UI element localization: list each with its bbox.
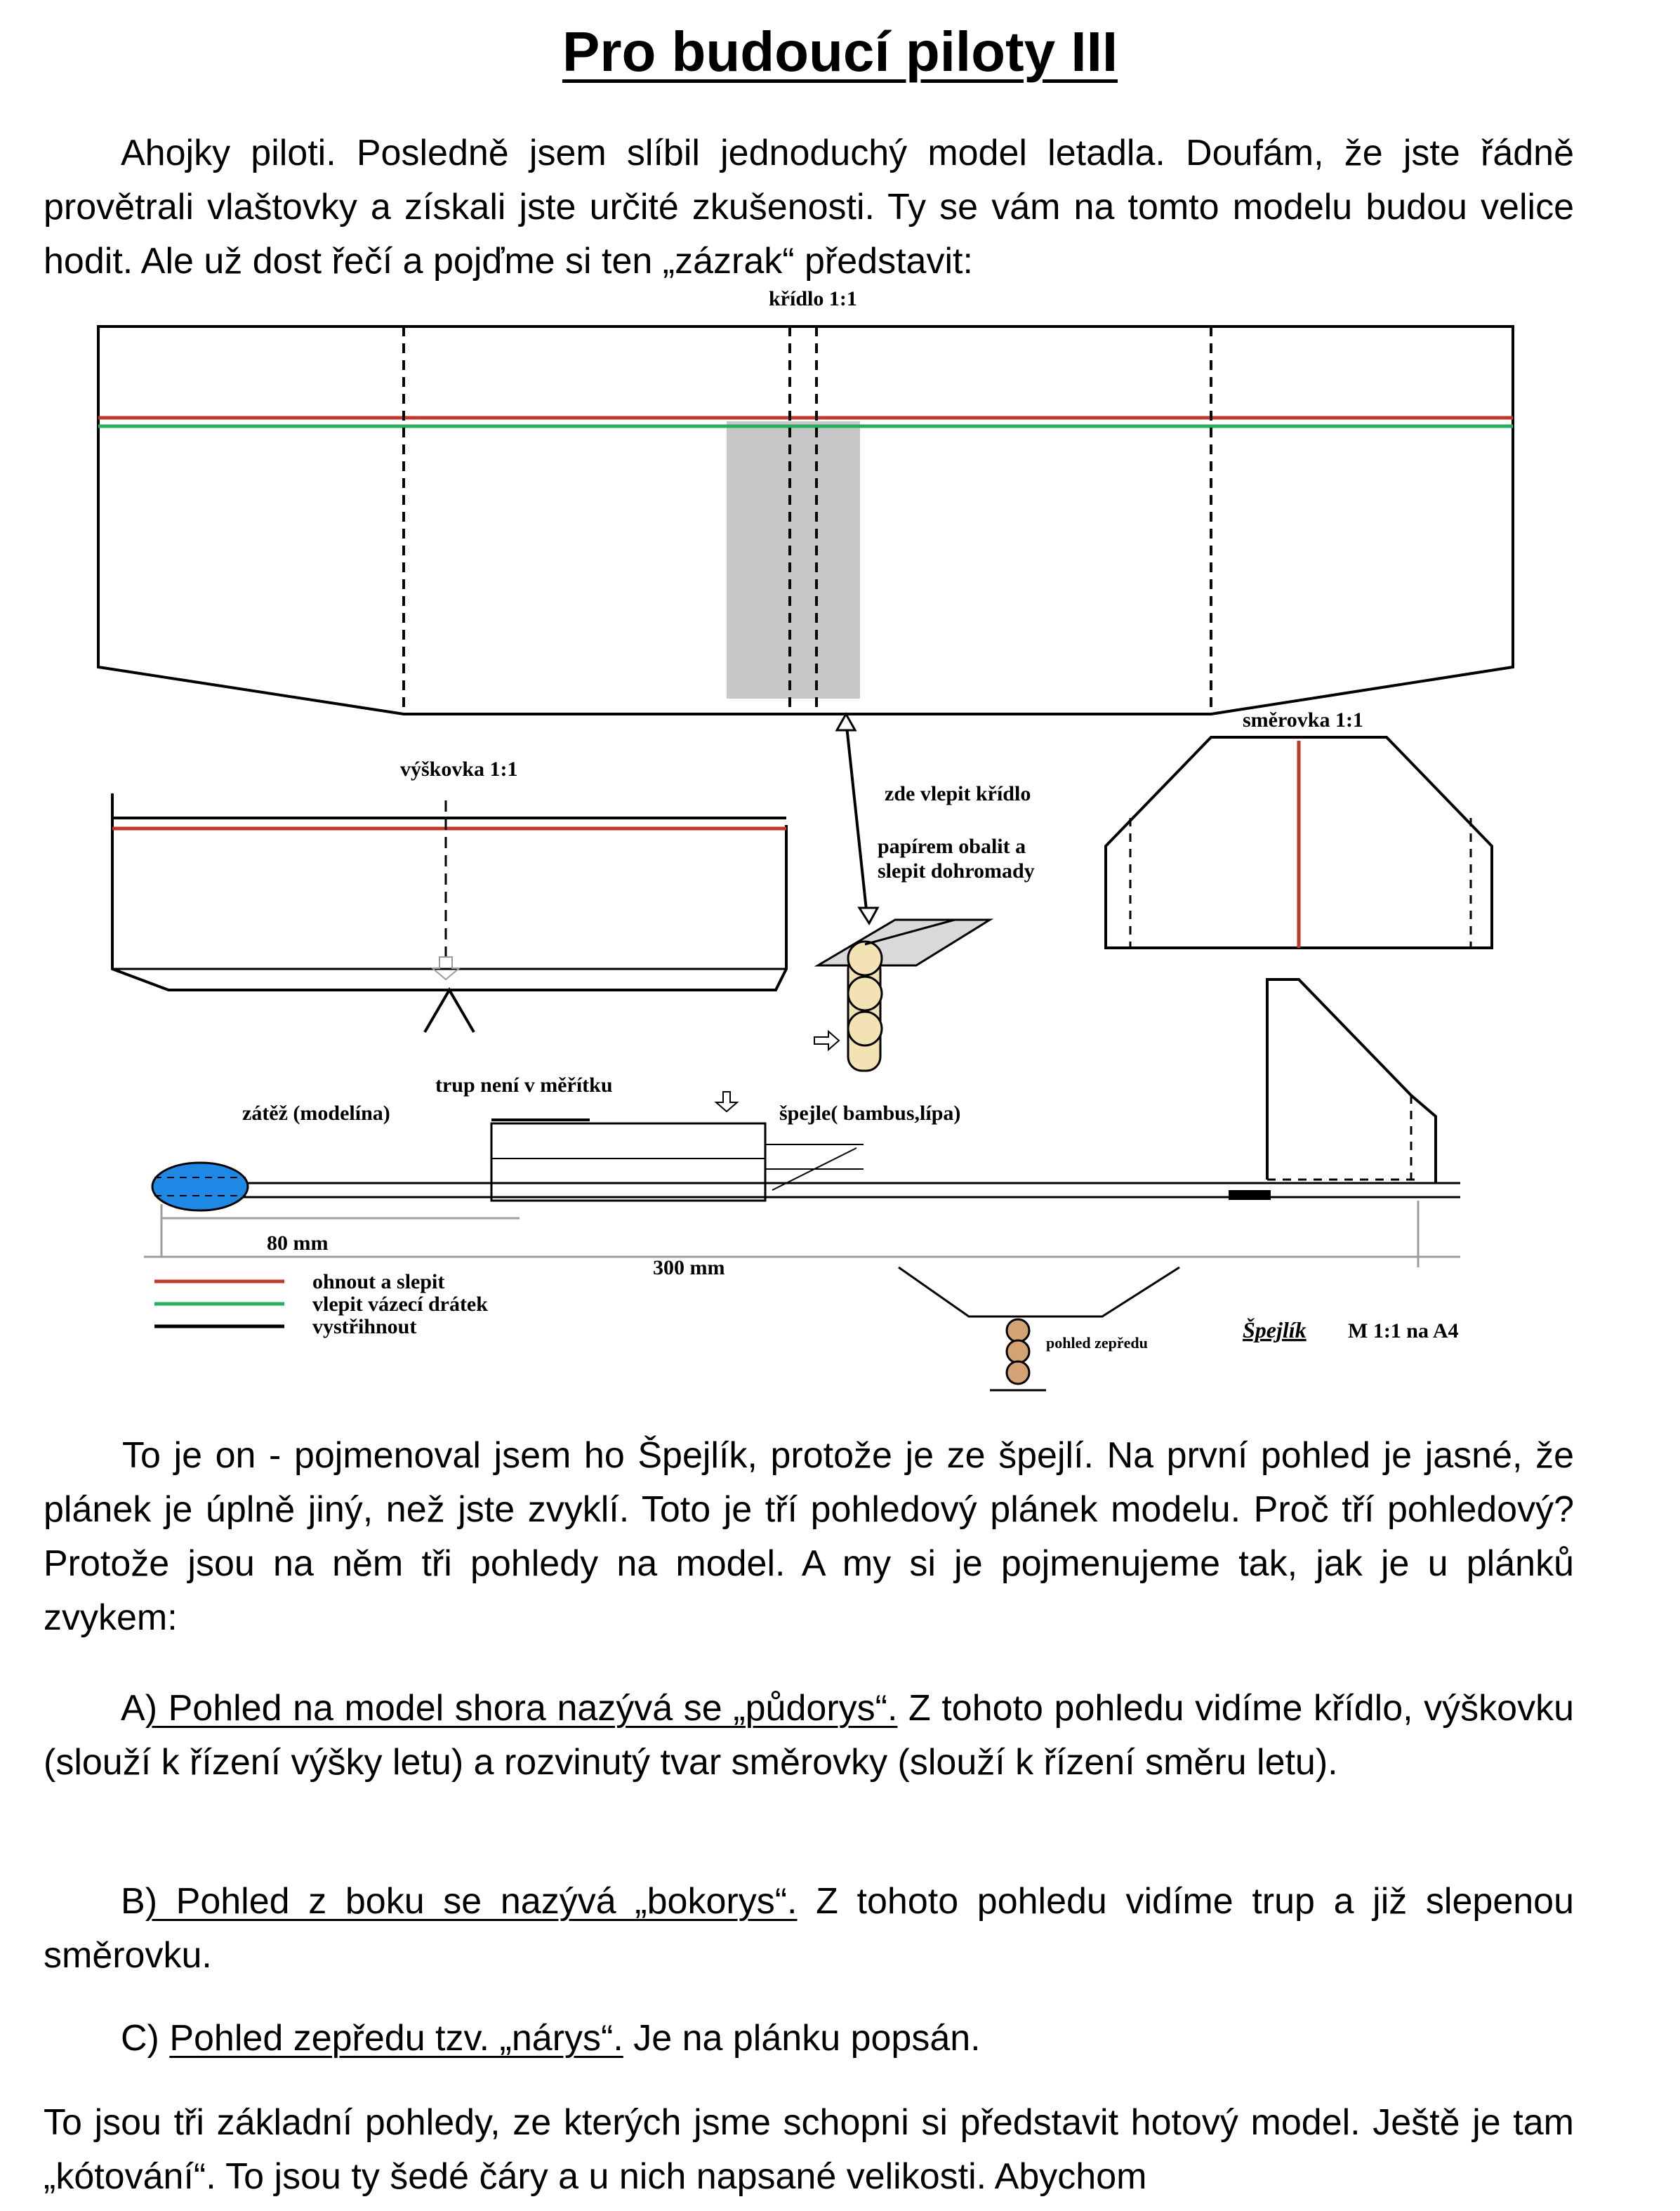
page-title: Pro budoucí piloty III	[562, 20, 1118, 83]
dimensions	[144, 1201, 1460, 1279]
skewer-bundle	[814, 920, 990, 1071]
dim-300-label: 300 mm	[653, 1256, 725, 1279]
wrap-note-1: papírem obalit a	[878, 835, 1026, 858]
dim-80-label: 80 mm	[267, 1232, 329, 1255]
legend-red: ohnout a slepit	[312, 1270, 445, 1293]
wrap-note-2: slepit dohromady	[878, 859, 1035, 883]
fuselage-side-view	[152, 1074, 1460, 1210]
elevator-label: výškovka 1:1	[400, 758, 518, 781]
paragraph-b: B) Pohled z boku se nazývá „bokorys“. Z tohoto pohledu vidíme trup a již slepenou směrovku.	[44, 1881, 1574, 1976]
paragraph-last: To jsou tři základní pohledy, ze kterých jsme schopni si představit hotový model. Ještě je tam „kótování“. To jsou ty šedé čáry a u nich napsané velikosti. Abychom	[44, 2102, 1574, 2197]
wing-label: křídlo 1:1	[769, 287, 857, 310]
rudder-label: směrovka 1:1	[1243, 708, 1363, 732]
airplane-plan	[42, 284, 1580, 1408]
front-view-label: pohled zepředu	[1046, 1334, 1148, 1352]
front-view	[899, 1267, 1179, 1390]
glue-wing-note: zde vlepit křídlo	[885, 782, 1031, 805]
term-bokorys: ) Pohled z boku se nazývá „bokorys“.	[145, 1881, 798, 1922]
legend-green: vlepit vázecí drátek	[312, 1293, 488, 1316]
wing-plan	[98, 287, 1513, 714]
rudder-plan	[1106, 708, 1492, 948]
wing-glue-area	[727, 421, 860, 699]
intro-text: Ahojky piloti. Posledně jsem slíbil jednoduchý model letadla. Doufám, že jste řádně provětrali vlaštovky a získali jste určité zkušenosti. Ty se vám na tomto modelu budou velice hodit. Ale už dost řečí a pojďme si ten „zázrak“ představit:	[44, 133, 1574, 282]
elevator-plan	[112, 758, 786, 1032]
plan-scale-label: M 1:1 na A4	[1348, 1319, 1459, 1342]
intro-paragraph	[44, 126, 1574, 289]
paragraph-1-text: To je on - pojmenoval jsem ho Špejlík, protože je ze špejlí. Na první pohled je jasné, že plánek je úplně jiný, než jste zvyklí. Toto je tří pohledový plánek modelu. Proč tří pohledový? Protože jsou na něm tři pohledy na model. A my si je pojmenujeme tak, jak je u plánků zvykem:	[44, 1435, 1574, 1638]
paragraph-1	[44, 1429, 1574, 1645]
legend	[154, 1270, 488, 1338]
weight-blob	[152, 1163, 248, 1210]
term-pudorys: ) Pohled na model shora nazývá se „půdorys“.	[145, 1688, 898, 1729]
term-narys: Pohled zepředu tzv. „nárys“.	[169, 2018, 623, 2059]
legend-black: vystřihnout	[312, 1315, 417, 1338]
paragraph-c: C) Pohled zepředu tzv. „nárys“. Je na plánku popsán.	[121, 2018, 981, 2059]
paragraph-a: A) Pohled na model shora nazývá se „půdorys“. Z tohoto pohledu vidíme křídlo, výškovku (slouží k řízení výšky letu) a rozvinutý tvar směrovky (slouží k řízení směru letu).	[44, 1688, 1574, 1783]
rudder-side-view	[1267, 979, 1436, 1183]
plan-name-label: Špejlík	[1243, 1317, 1307, 1342]
fuselage-note: trup není v měřítku	[435, 1074, 613, 1097]
weight-label: zátěž (modelína)	[242, 1102, 390, 1125]
skewer-label: špejle( bambus,lípa)	[779, 1102, 961, 1125]
